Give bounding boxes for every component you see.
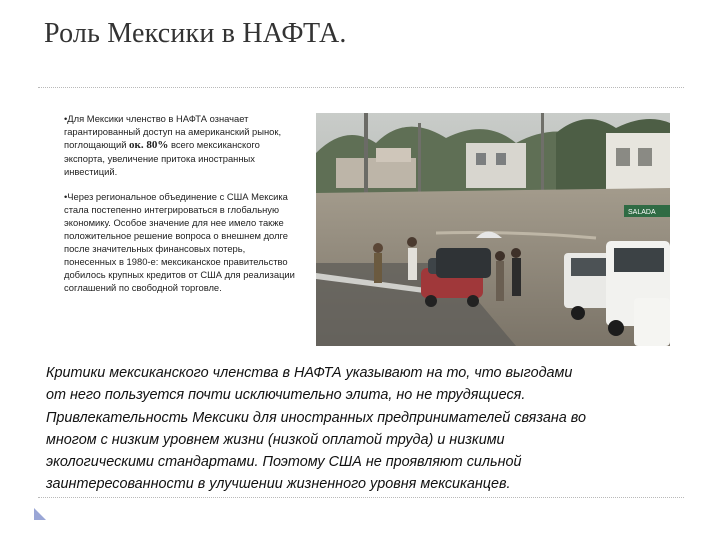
quote-line: Критики мексиканского членства в НАФТА указывают на то, что выгодами xyxy=(46,365,573,381)
bullet-1-emphasis: ок. 80% xyxy=(129,139,169,151)
slide-title: Роль Мексики в НАФТА. xyxy=(44,18,347,49)
quote-line: многом с низким уровнем жизни (низкой оплатой труда) и низкими xyxy=(46,431,505,448)
flood-street-photo xyxy=(316,113,670,346)
quote-line: от него пользуется почти исключительно элита, но не трудящиеся. xyxy=(46,387,526,404)
photo-illustration xyxy=(316,113,670,346)
quote-line: Привлекательность Мексики для иностранных предпринимателей связана во xyxy=(46,409,586,426)
bullet-item-2: •Через региональное объединение с США Мексика стала постепенно интегрироваться в глобальную экономику. Особое значение для нее имело также положительное решение вопроса о внешнем долге после значительных финансовых потерь, понесенных в 1980-е: мексиканское правительство добилось крупных кредитов от США для реализации соглашений по свободной торговле. xyxy=(64,191,295,293)
street-sign-text: SALADA xyxy=(628,209,656,216)
quote-line: заинтересованности в улучшении жизненного уровня мексиканцев. xyxy=(46,476,511,493)
bullet-1-text-a: •Для Мексики членство в НАФТА означает гарантированный доступ на американский рынок, поглощающий xyxy=(64,113,282,150)
bullet-item-1 xyxy=(64,112,296,178)
bullet-1-text-b: всего мексиканского экспорта, увеличение притока иностранных инвестиций. xyxy=(64,139,260,177)
title-divider xyxy=(38,87,684,88)
footer-divider xyxy=(38,497,684,498)
quote-line: экологическими стандартами. Поэтому США не проявляют сильной xyxy=(46,454,522,471)
bullet-list xyxy=(64,112,296,306)
critique-paragraph xyxy=(46,362,676,496)
corner-triangle-icon xyxy=(33,507,47,521)
